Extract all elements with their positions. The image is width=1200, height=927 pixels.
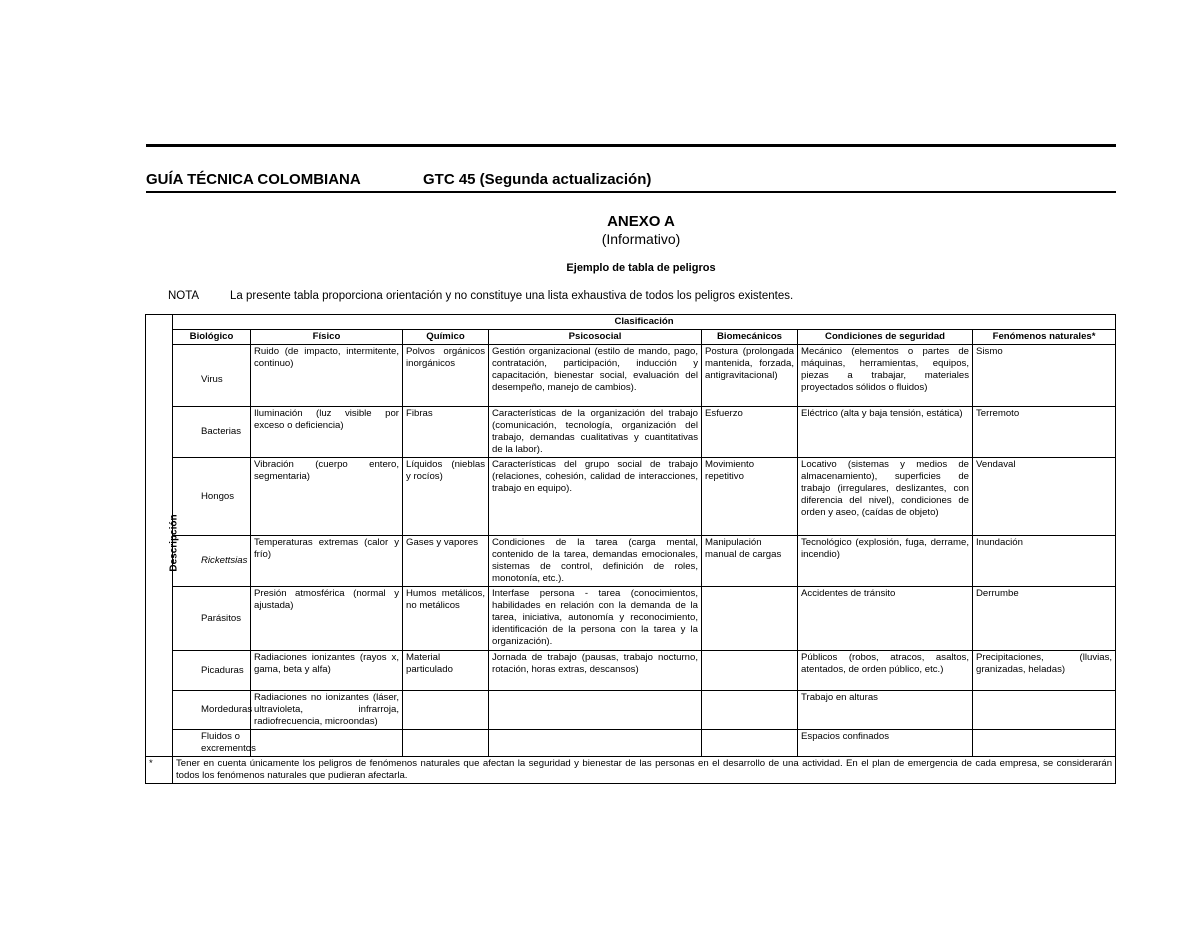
cell-psicosocial: Jornada de trabajo (pausas, trabajo nocturno, rotación, horas extras, descansos)	[489, 651, 702, 691]
header-document-code: GTC 45 (Segunda actualización)	[423, 171, 652, 188]
cell-fisico: Ruido (de impacto, intermitente, continuo)	[251, 345, 403, 407]
cell-quimico: Gases y vapores	[403, 536, 489, 587]
cell-fenomenos: Sismo	[973, 345, 1116, 407]
col-header-fisico: Físico	[251, 330, 403, 345]
annex-subtitle: (Informativo)	[601, 231, 681, 247]
header-row	[146, 330, 1116, 345]
cell-psicosocial: Características de la organización del trabajo (comunicación, tecnología, organización del trabajo, demandas cualitativas y cuantitativas de la labor).	[489, 407, 702, 458]
col-header-biologico: Biológico	[173, 330, 251, 345]
cell-biologico: Mordeduras	[173, 691, 251, 730]
footnote-row	[146, 757, 1116, 784]
cell-biomecanicos	[702, 730, 798, 757]
cell-biologico: Bacterias	[173, 407, 251, 458]
header-standard-name: GUÍA TÉCNICA COLOMBIANA	[146, 171, 361, 188]
cell-biologico: Rickettsias	[173, 536, 251, 587]
top-rule	[146, 144, 1116, 147]
cell-psicosocial: Condiciones de la tarea (carga mental, contenido de la tarea, demandas emocionales, sistemas de control, definición de roles, monotonía, etc.).	[489, 536, 702, 587]
table-row	[146, 691, 1116, 730]
cell-fisico: Presión atmosférica (normal y ajustada)	[251, 587, 403, 651]
cell-quimico: Polvos orgánicos inorgánicos	[403, 345, 489, 407]
classification-row	[146, 315, 1116, 330]
table-row	[146, 536, 1116, 587]
cell-quimico: Líquidos (nieblas y rocíos)	[403, 458, 489, 536]
table-row	[146, 730, 1116, 757]
table-row	[146, 458, 1116, 536]
cell-quimico: Humos metálicos, no metálicos	[403, 587, 489, 651]
cell-fenomenos: Derrumbe	[973, 587, 1116, 651]
col-header-psicosocial: Psicosocial	[489, 330, 702, 345]
table-row	[146, 651, 1116, 691]
cell-fenomenos: Inundación	[973, 536, 1116, 587]
cell-condiciones: Accidentes de tránsito	[798, 587, 973, 651]
cell-biomecanicos: Movimiento repetitivo	[702, 458, 798, 536]
cell-quimico: Fibras	[403, 407, 489, 458]
cell-biomecanicos: Esfuerzo	[702, 407, 798, 458]
table-row	[146, 345, 1116, 407]
cell-fisico: Radiaciones no ionizantes (láser, ultravioleta, infrarroja, radiofrecuencia, microondas)	[251, 691, 403, 730]
cell-fenomenos	[973, 691, 1116, 730]
cell-condiciones: Espacios confinados	[798, 730, 973, 757]
cell-condiciones: Tecnológico (explosión, fuga, derrame, incendio)	[798, 536, 973, 587]
cell-biomecanicos: Manipulación manual de cargas	[702, 536, 798, 587]
table-title: Ejemplo de tabla de peligros	[566, 262, 716, 274]
col-header-fenomenos-naturales: Fenómenos naturales*	[973, 330, 1116, 345]
nota-text: La presente tabla proporciona orientación y no constituye una lista exhaustiva de todos los peligros existentes.	[230, 290, 794, 302]
description-label: Descripción	[168, 514, 180, 572]
cell-condiciones: Eléctrico (alta y baja tensión, estática)	[798, 407, 973, 458]
cell-biologico: Picaduras	[173, 651, 251, 691]
cell-condiciones: Mecánico (elementos o partes de máquinas, herramientas, equipos, piezas a trabajar, materiales proyectados sólidos o fluidos)	[798, 345, 973, 407]
cell-biologico: Virus	[173, 345, 251, 407]
cell-fenomenos: Terremoto	[973, 407, 1116, 458]
cell-fisico: Vibración (cuerpo entero, segmentaria)	[251, 458, 403, 536]
cell-fisico: Radiaciones ionizantes (rayos x, gama, beta y alfa)	[251, 651, 403, 691]
cell-fenomenos: Vendaval	[973, 458, 1116, 536]
table-row	[146, 407, 1116, 458]
description-label-cell	[146, 330, 180, 757]
cell-psicosocial	[489, 730, 702, 757]
cell-fenomenos	[973, 730, 1116, 757]
header-rule	[146, 191, 1116, 193]
cell-biomecanicos	[702, 691, 798, 730]
cell-psicosocial: Características del grupo social de trabajo (relaciones, cohesión, calidad de interacciones, trabajo en equipo).	[489, 458, 702, 536]
cell-fisico: Iluminación (luz visible por exceso o deficiencia)	[251, 407, 403, 458]
cell-biologico: Parásitos	[173, 587, 251, 651]
cell-quimico	[403, 691, 489, 730]
corner-cell	[146, 315, 173, 330]
annex-title: ANEXO A	[607, 213, 675, 230]
cell-biomecanicos	[702, 651, 798, 691]
hazard-table	[145, 314, 1116, 784]
col-header-biomecanicos: Biomecánicos	[702, 330, 798, 345]
cell-fisico	[251, 730, 403, 757]
cell-fisico: Temperaturas extremas (calor y frío)	[251, 536, 403, 587]
cell-condiciones: Locativo (sistemas y medios de almacenamiento), superficies de trabajo (irregulares, deslizantes, con diferencia del nivel), condiciones de orden y aseo, (caídas de objeto)	[798, 458, 973, 536]
classification-header: Clasificación	[173, 315, 1116, 330]
cell-condiciones: Públicos (robos, atracos, asaltos, atentados, de orden público, etc.)	[798, 651, 973, 691]
cell-biologico: Hongos	[173, 458, 251, 536]
table-row	[146, 587, 1116, 651]
cell-psicosocial: Interfase persona - tarea (conocimientos, habilidades en relación con la demanda de la tarea, iniciativa, autonomía y reconocimiento, identificación de la persona con la tarea y la organización).	[489, 587, 702, 651]
cell-condiciones: Trabajo en alturas	[798, 691, 973, 730]
nota-label: NOTA	[168, 290, 200, 302]
cell-biologico: Fluidos o excrementos	[173, 730, 251, 757]
cell-biomecanicos	[702, 587, 798, 651]
cell-psicosocial	[489, 691, 702, 730]
col-header-condiciones-seguridad: Condiciones de seguridad	[798, 330, 973, 345]
footnote: Tener en cuenta únicamente los peligros de fenómenos naturales que afectan la seguridad y bienestar de las personas en el desarrollo de una actividad. En el plan de emergencia de cada empresa, se considerarán todos los fenómenos naturales que pudieran afectarla.	[173, 757, 1116, 784]
cell-psicosocial: Gestión organizacional (estilo de mando, pago, contratación, participación, inducción y capacitación, bienestar social, evaluación del desempeño, manejo de cambios).	[489, 345, 702, 407]
col-header-quimico: Químico	[403, 330, 489, 345]
cell-fenomenos: Precipitaciones, (lluvias, granizadas, heladas)	[973, 651, 1116, 691]
footnote-mark: *	[146, 757, 173, 784]
cell-quimico	[403, 730, 489, 757]
cell-quimico: Material particulado	[403, 651, 489, 691]
cell-biomecanicos: Postura (prolongada mantenida, forzada, antigravitacional)	[702, 345, 798, 407]
